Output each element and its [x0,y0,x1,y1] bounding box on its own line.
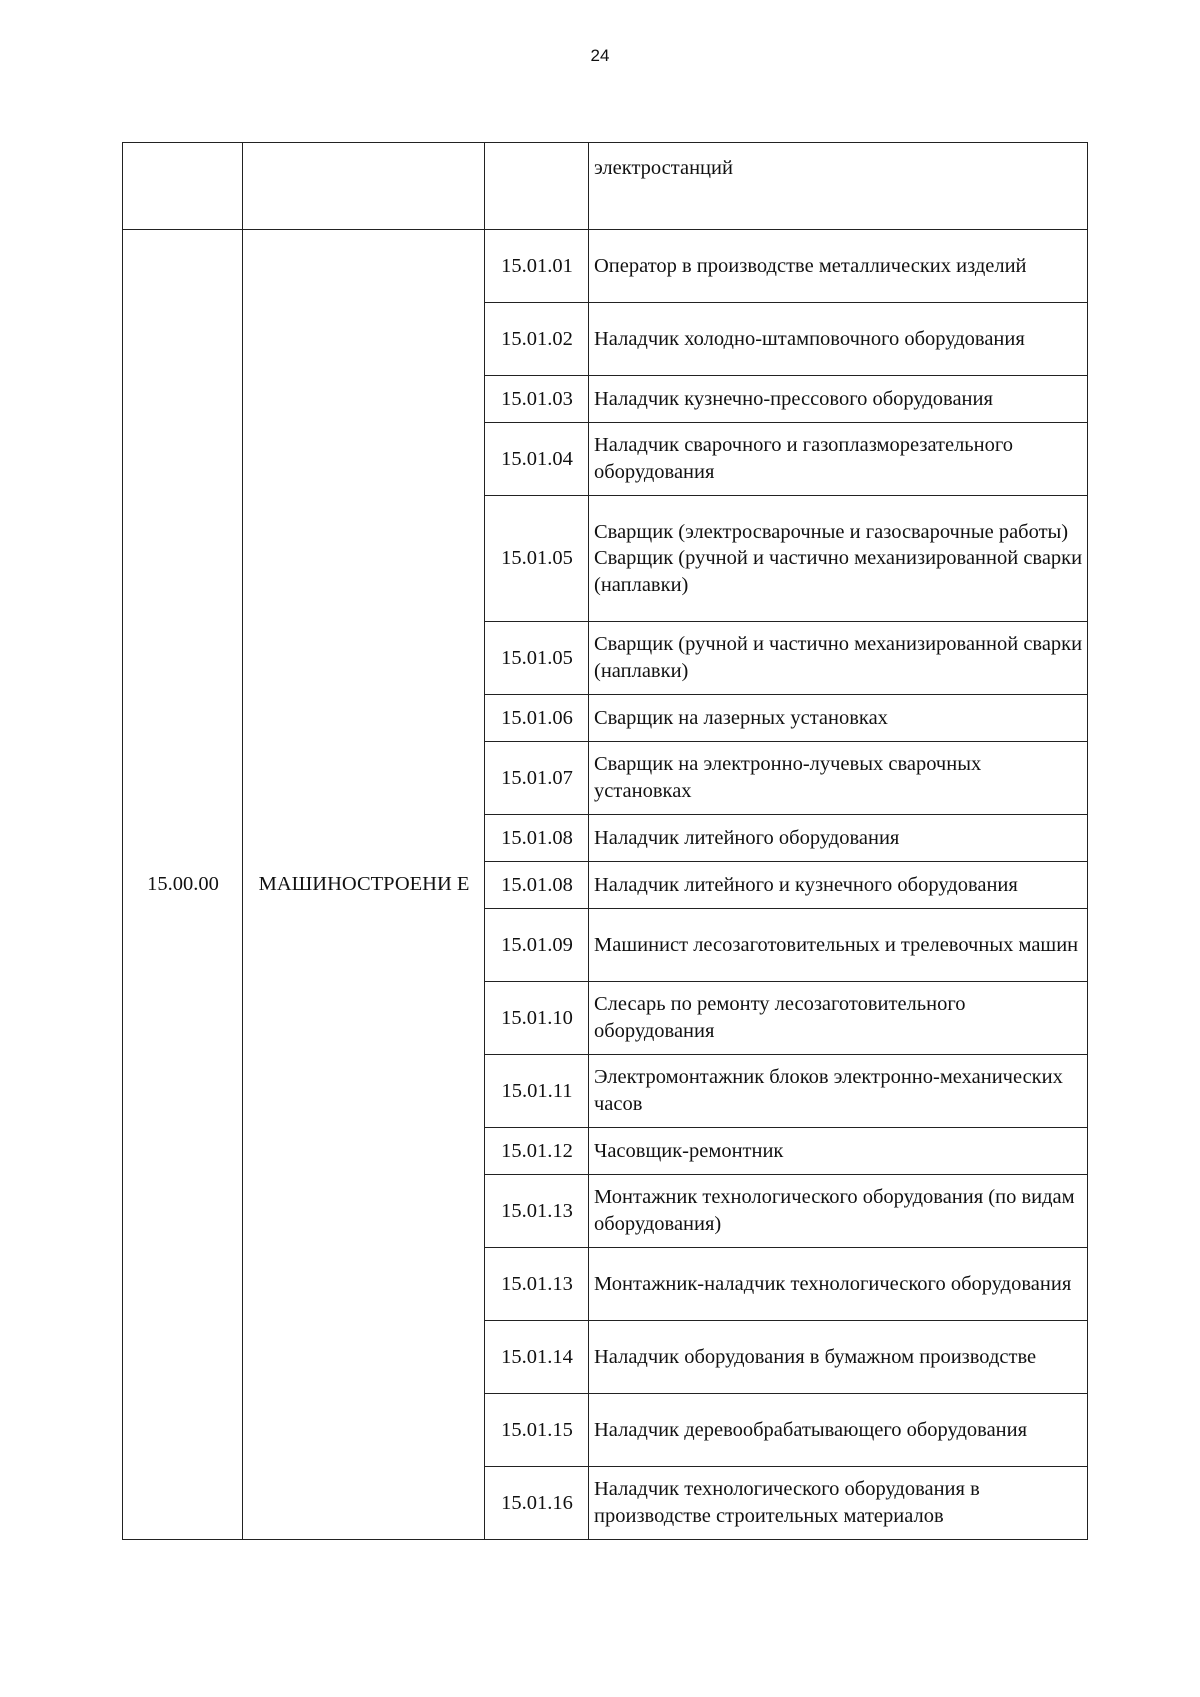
profession-name: Сварщик (ручной и частично механизированной сварки (наплавки) [589,622,1088,695]
profession-name: Машинист лесозаготовительных и трелевочных машин [589,909,1088,982]
profession-name: Наладчик технологического оборудования в производстве строительных материалов [589,1467,1088,1540]
profession-name: Часовщик-ремонтник [589,1128,1088,1175]
profession-code: 15.01.06 [485,695,589,742]
specialties-table [122,142,1088,1540]
empty-cell [243,143,485,230]
empty-cell [485,143,589,230]
profession-code: 15.01.07 [485,742,589,815]
profession-name: Наладчик оборудования в бумажном производстве [589,1321,1088,1394]
profession-name: Монтажник-наладчик технологического оборудования [589,1248,1088,1321]
profession-name: Наладчик литейного оборудования [589,815,1088,862]
profession-code: 15.01.15 [485,1394,589,1467]
profession-code: 15.01.09 [485,909,589,982]
profession-code: 15.01.14 [485,1321,589,1394]
profession-code: 15.01.05 [485,496,589,622]
profession-code: 15.01.13 [485,1175,589,1248]
profession-code: 15.01.03 [485,376,589,423]
profession-name: Наладчик кузнечно-прессового оборудования [589,376,1088,423]
profession-name [589,496,1088,622]
profession-name: Сварщик на электронно-лучевых сварочных установках [589,742,1088,815]
profession-code: 15.01.12 [485,1128,589,1175]
empty-cell [123,143,243,230]
profession-name: Электромонтажник блоков электронно-механических часов [589,1055,1088,1128]
group-code: 15.00.00 [123,230,243,1540]
profession-code: 15.01.10 [485,982,589,1055]
profession-name: Наладчик сварочного и газоплазморезательного оборудования [589,423,1088,496]
profession-code: 15.01.04 [485,423,589,496]
profession-name: Сварщик на лазерных установках [589,695,1088,742]
profession-name: Наладчик холодно-штамповочного оборудования [589,303,1088,376]
profession-name: Монтажник технологического оборудования (по видам оборудования) [589,1175,1088,1248]
profession-code: 15.01.13 [485,1248,589,1321]
profession-code: 15.01.02 [485,303,589,376]
profession-name: Слесарь по ремонту лесозаготовительного оборудования [589,982,1088,1055]
profession-name: Оператор в производстве металлических изделий [589,230,1088,303]
group-name: МАШИНОСТРОЕНИ Е [243,230,485,1540]
profession-name-line: Сварщик (ручной и частично механизированной сварки (наплавки) [594,547,1083,596]
profession-code: 15.01.05 [485,622,589,695]
profession-code: 15.01.01 [485,230,589,303]
profession-code: 15.01.08 [485,862,589,909]
profession-code: 15.01.08 [485,815,589,862]
page-number: 24 [590,46,610,65]
profession-name: электростанций [589,143,1088,230]
profession-name-line: Сварщик (электросварочные и газосварочные работы) [594,520,1069,543]
table-row [123,143,1088,230]
profession-code: 15.01.16 [485,1467,589,1540]
table-row [123,230,1088,303]
profession-name: Наладчик деревообрабатывающего оборудования [589,1394,1088,1467]
profession-code: 15.01.11 [485,1055,589,1128]
profession-name: Наладчик литейного и кузнечного оборудования [589,862,1088,909]
